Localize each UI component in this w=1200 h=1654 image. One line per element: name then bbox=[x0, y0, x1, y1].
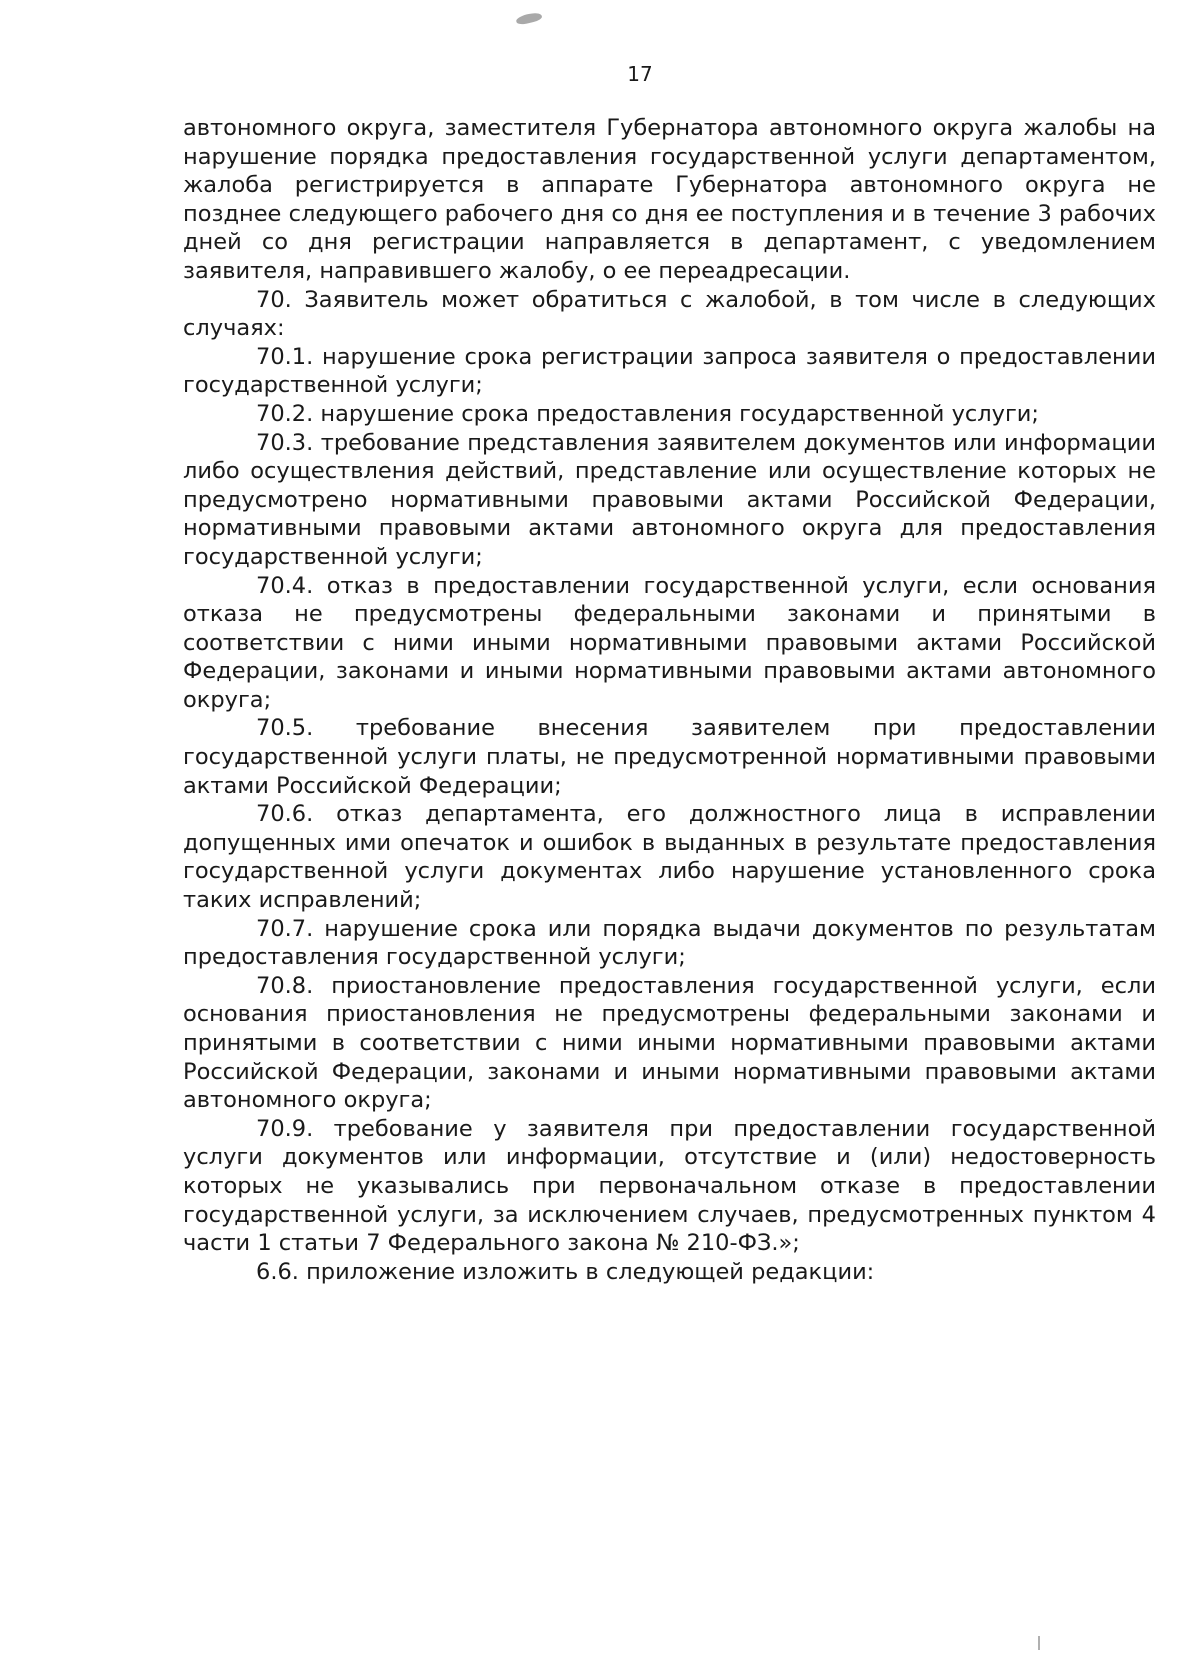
paragraph-item-70-8: 70.8. приостановление предоставления государственной услуги, если основания приостановления не предусмотрены федеральными законами и принятыми в соответствии с ними иными нормативными правовыми актами Российской Федерации, законами и иными нормативными правовыми актами автономного округа; bbox=[183, 972, 1156, 1114]
paragraph-item-70-9: 70.9. требование у заявителя при предоставлении государственной услуги документов или информации, отсутствие и (или) недостоверность которых не указывались при первоначальном отказе в предоставлении государственной услуги, за исключением случаев, предусмотренных пунктом 4 части 1 статьи 7 Федерального закона № 210-ФЗ.»; bbox=[183, 1115, 1156, 1257]
paragraph-item-70-5: 70.5. требование внесения заявителем при предоставлении государственной услуги платы, не предусмотренной нормативными правовыми актами Российской Федерации; bbox=[183, 715, 1156, 799]
document-body bbox=[183, 114, 1156, 1286]
paragraph-item-70-2: 70.2. нарушение срока предоставления государственной услуги; bbox=[256, 400, 1039, 427]
paragraph-item-70-1: 70.1. нарушение срока регистрации запроса заявителя о предоставлении государственной услуги; bbox=[183, 343, 1156, 399]
scan-edge-mark bbox=[1038, 1636, 1040, 1650]
scan-smudge bbox=[515, 11, 542, 26]
page-number: 17 bbox=[627, 62, 653, 86]
paragraph-item-70-7: 70.7. нарушение срока или порядка выдачи документов по результатам предоставления государственной услуги; bbox=[183, 915, 1156, 971]
paragraph-item-6-6: 6.6. приложение изложить в следующей редакции: bbox=[256, 1258, 875, 1285]
paragraph-item-70-3: 70.3. требование представления заявителем документов или информации либо осуществления действий, представление или осуществление которых не предусмотрено нормативными правовыми актами Российской Федерации, нормативными правовыми актами автономного округа для предоставления государственной услуги; bbox=[183, 429, 1156, 570]
paragraph-continuation: автономного округа, заместителя Губернатора автономного округа жалобы на нарушение порядка предоставления государственной услуги департаментом, жалоба регистрируется в аппарате Губернатора автономного округа не позднее следующего рабочего дня со дня ее поступления и в течение 3 рабочих дней со дня регистрации направляется в департамент, с уведомлением заявителя, направившего жалобу, о ее переадресации. bbox=[183, 115, 1156, 284]
paragraph-item-70-4: 70.4. отказ в предоставлении государственной услуги, если основания отказа не предусмотрены федеральными законами и принятыми в соответствии с ними иными нормативными правовыми актами Российской Федерации, законами и иными нормативными правовыми актами автономного округа; bbox=[183, 572, 1156, 713]
paragraph-item-70: 70. Заявитель может обратиться с жалобой, в том числе в следующих случаях: bbox=[183, 286, 1156, 342]
paragraph-item-70-6: 70.6. отказ департамента, его должностного лица в исправлении допущенных ими опечаток и ошибок в выданных в результате предоставления государственной услуги документах либо нарушение установленного срока таких исправлений; bbox=[183, 801, 1156, 914]
